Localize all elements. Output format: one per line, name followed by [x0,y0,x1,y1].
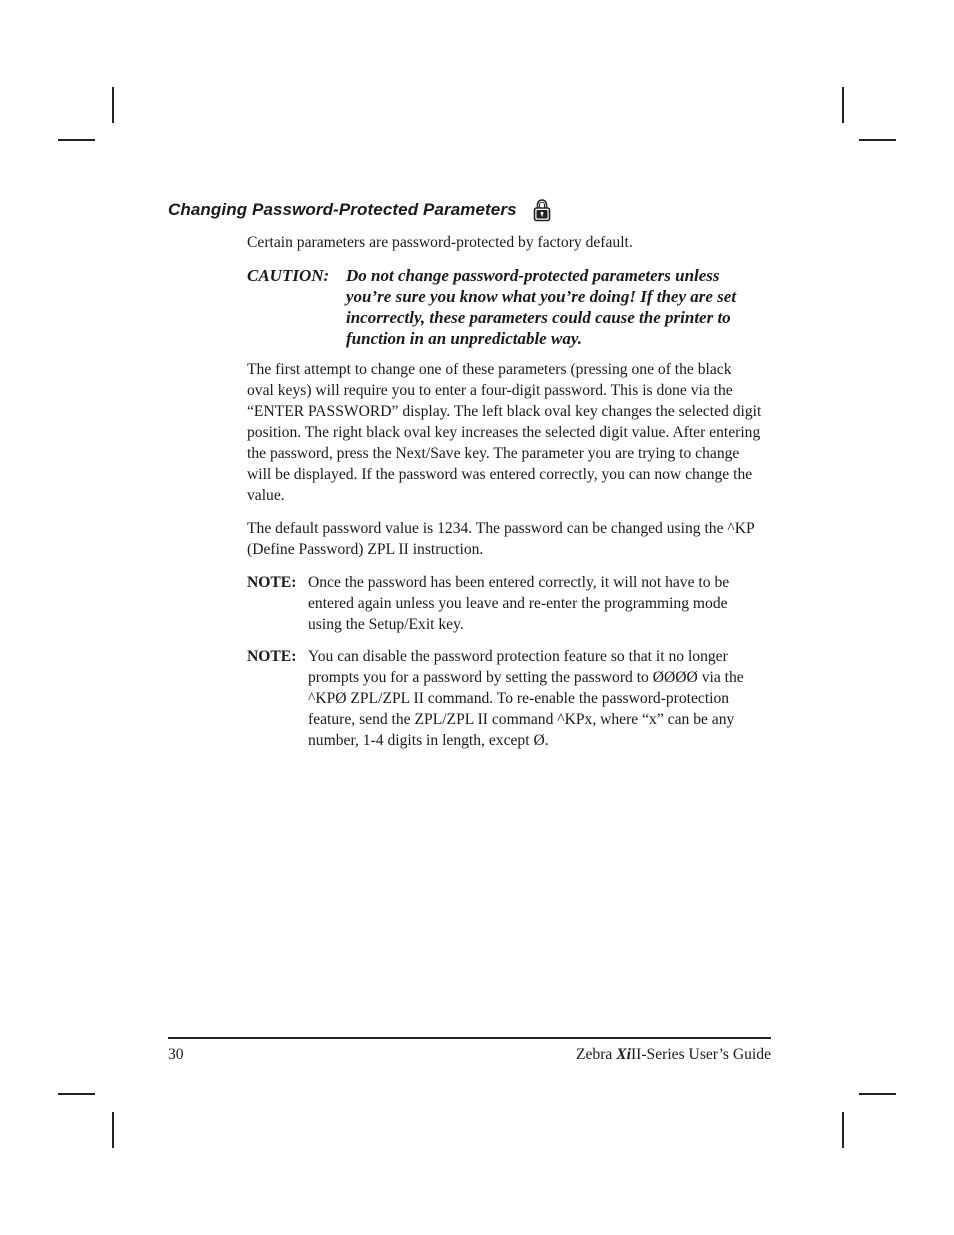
crop-mark [112,1112,114,1148]
caution-block [247,265,762,349]
guide-title [576,1046,771,1064]
caution-text: Do not change password-protected parameters unless you’re sure you know what you’re doing! If they are set incorrectly, these parameters could cause the printer to function in an unpredictable way. [346,266,737,348]
note-block [247,572,762,635]
crop-mark [859,139,896,141]
note-text: Once the password has been entered correctly, it will not have to be entered again unless you leave and re-enter the programming mode using the Setup/Exit key. [308,574,730,633]
note-label: NOTE: [247,574,297,591]
lock-icon [533,198,551,222]
body-paragraph: The default password value is 1234. The password can be changed using the ^KP (Define Password) ZPL II instruction. [247,520,755,558]
page-number: 30 [168,1046,184,1063]
footer-rule [168,1037,771,1039]
crop-mark [58,139,95,141]
section-heading [168,198,551,222]
crop-mark [859,1093,896,1095]
crop-mark [58,1093,95,1095]
crop-mark [842,1112,844,1148]
page-body [247,232,762,762]
section-title: Changing Password-Protected Parameters [168,200,517,219]
crop-mark [842,87,844,123]
note-text: You can disable the password protection feature so that it no longer prompts you for a password by setting the password to ØØØØ via the ^KPØ ZPL/ZPL II command. To re-enable the password-protection feature, send the ZPL/ZPL II command ^KPx, where “x” can be any number, 1-4 digits in length, except Ø. [308,648,744,749]
note-label: NOTE: [247,648,297,665]
note-block [247,646,762,751]
footer-rule-notch [168,1039,188,1040]
body-paragraph: The first attempt to change one of these parameters (pressing one of the black oval keys) will require you to enter a four-digit password. This is done via the “ENTER PASSWORD” display. The left black oval key changes the selected digit position. The right black oval key increases the selected digit value. After entering the password, press the Next/Save key. The parameter you are trying to change will be displayed. If the password was entered correctly, you can now change the value. [247,361,762,504]
caution-label: CAUTION: [247,266,330,285]
crop-mark [112,87,114,123]
guide-title-prefix: Zebra [575,1046,617,1063]
intro-text: Certain parameters are password-protected by factory default. [247,234,633,251]
guide-title-suffix: II-Series User’s Guide [630,1046,771,1063]
guide-title-xi: Xi [616,1046,631,1063]
